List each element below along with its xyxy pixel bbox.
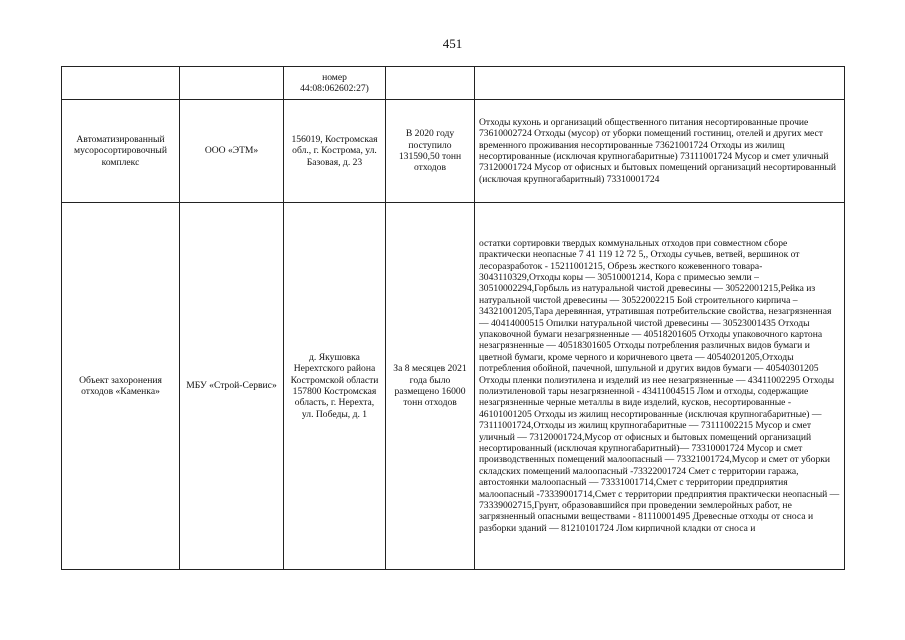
waste-facilities-table — [61, 66, 845, 570]
waste-types-cell: Отходы кухонь и организаций общественного питания несортированные прочие 73610002724 Отходы (мусор) от уборки помещений гостиниц, отелей и других мест временного проживания несортированные 73621001724 Отходы из жилищ несортированные (исключая крупногабаритные) 73111001724 Мусор и смет уличный 73120001724 Мусор от офисных и бытовых помещений организаций несортированный (исключая крупногабаритный) 73310001724 — [475, 100, 845, 203]
volume-cell: За 8 месяцев 2021 года было размещено 16000 тонн отходов — [386, 203, 475, 570]
facility-name-cell — [62, 67, 180, 100]
table-row — [62, 203, 845, 570]
address-cell: д. Якушовка Нерехтского района Костромской области 157800 Костромская область, г. Нерехта, ул. Победы, д. 1 — [284, 203, 386, 570]
address-cell: 156019, Костромская обл., г. Кострома, ул. Базовая, д. 23 — [284, 100, 386, 203]
page-number: 451 — [442, 36, 463, 51]
volume-cell: В 2020 году поступило 131590,50 тонн отходов — [386, 100, 475, 203]
waste-types-cell — [475, 67, 845, 100]
operator-cell: ООО «ЭТМ» — [180, 100, 284, 203]
address-cell: номер 44:08:062602:27) — [284, 67, 386, 100]
operator-cell: МБУ «Строй-Сервис» — [180, 203, 284, 570]
table-row — [62, 67, 845, 100]
table-row — [62, 100, 845, 203]
waste-types-cell: остатки сортировки твердых коммунальных отходов при совместном сборе практически неопасные 7 41 119 12 72 5,, Отходы сучьев, ветвей, вершинок от лесоразработок - 15211001215, Обрезь жесткого кожевенного товара- 3043110329,Отходы коры — 30510001214, Кора с примесью земли – 30510002294,Горбыль из натуральной чистой древесины — 30522001215,Рейка из натуральной чистой древесины — 30522002215 Бой строительного кирпича – 34321001205,Тара деревянная, утратившая потребительские свойства, незагрязненная — 40414000515 Опилки натуральной чистой древесины — 30523001435 Отходы упаковочной бумаги незагрязненные — 40518201605 Отходы упаковочного картона незагрязненные — 40518301605 Отходы потребления различных видов бумаги и цветной бумаги, кроме черного и коричневого цвета — 40540201205,Отходы потребления обойной, пачечной, шпульной и других видов бумаги — 40540301205 Отходы пленки полиэтилена и изделий из нее незагрязненные — 43411002295 Отходы полиэтиленовой тары незагрязненной - 43411004515 Лом и отходы, содержащие незагрязненные черные металлы в виде изделий, кусков, несортированные - 46101001205 Отходы из жилищ несортированные (исключая крупногабаритные) — 73111001724,Отходы из жилищ крупногабаритные — 73111002215 Мусор и смет уличный — 73120001724,Мусор от офисных и бытовых помещений организаций несортированный (исключая крупногабаритный)— 73310001724 Мусор и смет производственных помещений малоопасный — 73321001724,Мусор и смет от уборки складских помещений малоопасный -73322001724 Смет с территории гаража, автостоянки малоопасный — 73331001714,Смет с территории предприятия малоопасный -73339001714,Смет с территории предприятия практически неопасный — 73339002715,Грунт, образовавшийся при проведении землеройных работ, не загрязненный опасными веществами - 81110001495 Древесные отходы от сноса и разборки зданий — 81210101724 Лом кирпичной кладки от сноса и — [475, 203, 845, 570]
facility-name-cell: Автоматизированный мусоросортировочный комплекс — [62, 100, 180, 203]
operator-cell — [180, 67, 284, 100]
facility-name-cell: Объект захоронения отходов «Каменка» — [62, 203, 180, 570]
volume-cell — [386, 67, 475, 100]
